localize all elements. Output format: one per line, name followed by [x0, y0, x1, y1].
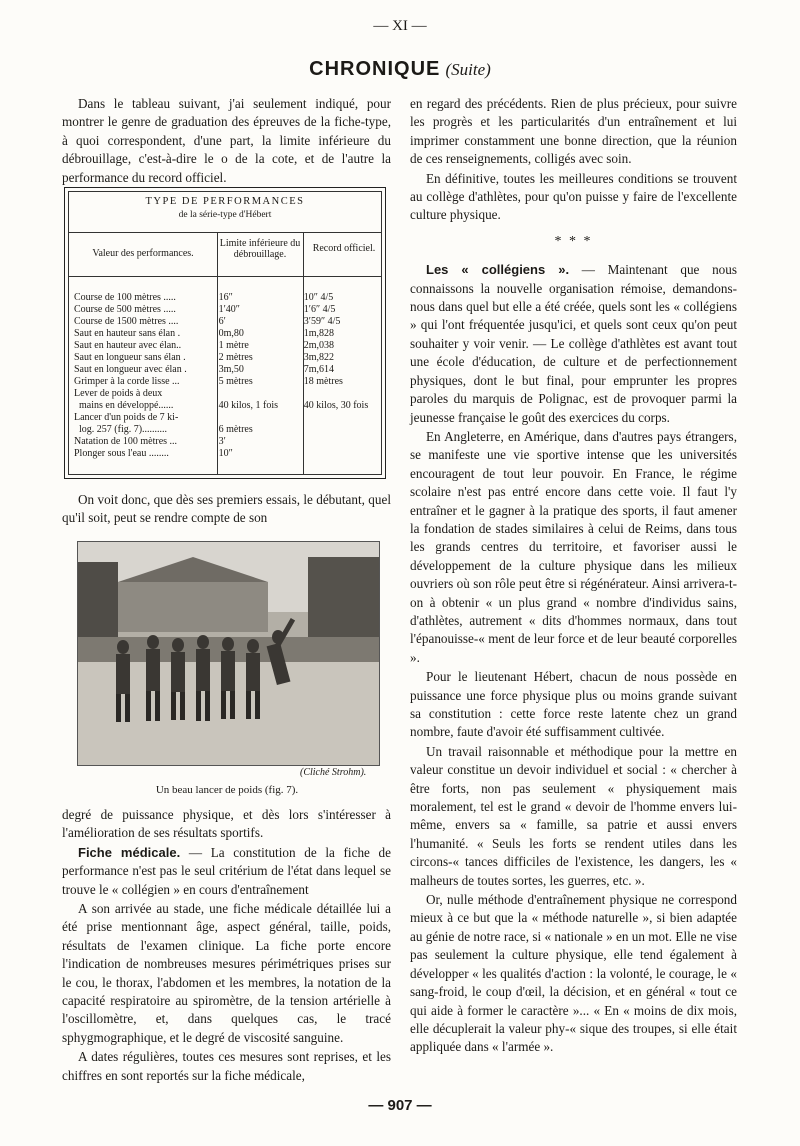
cell-limit: 5 mètres: [218, 376, 253, 387]
column-header-value: Valeur des performances.: [92, 248, 194, 259]
paragraph-text: — La constitution de la fiche de performance n'est pas le seul critérium de l'état dans lequel se trouve le « collégien » en cours d'entraînement: [62, 844, 392, 897]
shot-put-photo: [77, 541, 380, 766]
cell-event: Grimper à la corde lisse ...: [74, 376, 180, 387]
cell-record: 40 kilos, 30 fois: [303, 400, 369, 411]
table-row: [69, 292, 381, 304]
cell-record: 7m,614: [303, 364, 335, 375]
cell-event: Lancer d'un poids de 7 ki-: [74, 412, 179, 423]
cell-limit: 3′: [218, 436, 226, 447]
cell-record: [300, 448, 381, 460]
paragraph-collegiens: [410, 261, 737, 427]
page-number-top: — XI —: [373, 18, 427, 34]
cell-event: Lever de poids à deux: [74, 388, 163, 399]
column-header-limit: Limite inférieure du débrouillage.: [219, 238, 301, 260]
run-in-heading: Fiche médicale.: [78, 844, 181, 860]
cell-record: 3m,822: [303, 352, 335, 363]
table-row: [69, 412, 381, 424]
cell-record: 2m,038: [303, 340, 335, 351]
section-heading: [0, 58, 800, 81]
cell-limit: 6 mètres: [218, 424, 253, 435]
cell-event: mains en développé......: [74, 400, 174, 411]
paragraph: Pour le lieutenant Hébert, chacun de nous possède en puissance une force physique plus ou moins grande suivant sa constitution : cette force reste latente chez un grand nombre, faute d'avoir été suffisamment cultivée.: [410, 669, 737, 740]
paragraph: A dates régulières, toutes ces mesures sont reprises, et les chiffres en sont reportés sur la fiche médicale,: [62, 1049, 391, 1083]
table-row: [69, 340, 381, 352]
table-frame: [68, 191, 382, 475]
paragraph-text: — Maintenant que nous connaissons la nouvelle organisation rémoise, demandons-nous dans quel but elle a été créée, quels sont les « collégiens » qui l'ont fréquentée jusqu'ici, et quels sont ceux qu'on peut souhaiter y voir venir. — Le collège d'athlètes est avant tout une école d'éducation, de culture et de perfectionnement physiques, dont le but final, pour emprunter les propres paroles du marquis de Polignac, est de provoquer parmi la jeunesse française le goût des exercices du corps.: [410, 262, 738, 425]
cell-event: Course de 500 mètres .....: [74, 304, 176, 315]
paragraph: Un travail raisonnable et méthodique pour la mettre en valeur constitue un devoir individuel et social : « chercher à être forts, non pas seulement « physiquement mais moralement, tel est le grand « devoir de l'homme envers lui-même, envers sa « famille, sa patrie et aussi envers l'humanité. « Seuls les forts se rendent utiles dans les circons-« tances difficiles de l'existence, les dangers, les « malheurs de toutes sortes, les guerres, etc. ».: [410, 743, 737, 888]
photo-caption: Un beau lancer de poids (fig. 7).: [155, 784, 299, 796]
cell-limit: 0m,80: [218, 328, 244, 339]
table-row: [69, 388, 381, 400]
paragraph-fiche-medicale: [62, 844, 391, 899]
column-header-record: Record officiel.: [312, 243, 376, 254]
paragraph: degré de puissance physique, et dès lors s'intéresser à l'amélioration de ses résultats sportifs.: [62, 807, 391, 841]
cell-event: Saut en hauteur avec élan..: [74, 340, 182, 351]
table-row: [69, 352, 381, 364]
cell-event: Saut en longueur sans élan .: [74, 352, 186, 363]
table-row: [69, 364, 381, 376]
cell-limit: [215, 388, 300, 400]
cell-limit: 2 mètres: [218, 352, 253, 363]
cell-event: Natation de 100 mètres ...: [74, 436, 178, 447]
cell-event: Plonger sous l'eau ........: [74, 448, 169, 459]
cell-limit: 1′40″: [218, 304, 240, 315]
cell-event: Course de 100 mètres .....: [74, 292, 176, 303]
table-subtitle: de la série-type d'Hébert: [178, 210, 272, 220]
performance-table: [64, 187, 386, 479]
paragraph: En Angleterre, en Amérique, dans d'autres pays étrangers, se manifeste une vie sportive intense que les universités encouragent de tout leur pouvoir. En France, le régime scolaire n'est pas entré encore dans cette voie. Il faut l'y entraîner et le gagner à la pratique des sports, il faut amener la fondation de stades similaires à celui de Reims, dans tous les grands centres du territoire, et favoriser aussi le développement de la culture physique dans les milieux ouvriers où son rôle peut être si régénérateur. Ainsi arrivera-t-on à obtenir « un plus grand « nombre d'individus sains, d'athlètes, autrement « dits d'hommes normaux, dans tout l'épanouisse-« ment de leur force et de leur beauté corporelles ».: [410, 428, 737, 665]
table-row: [69, 448, 381, 460]
intro-paragraph: Dans le tableau suivant, j'ai seulement indiqué, pour montrer le genre de graduation des épreuves de la fiche-type, à quoi correspondent, d'une part, la limite inférieure du débrouillage, c'est-à-dire le o de la cote, et de l'autre la performance du record officiel.: [62, 96, 391, 185]
cell-record: 1′6″ 4/5: [303, 304, 336, 315]
table-row: [69, 328, 381, 340]
paragraph: A son arrivée au stade, une fiche médicale détaillée lui a été prise mentionnant âge, aspect général, taille, poids, résultats de l'examen clinique. La fiche porte encore l'indication de nombreuses mesures périmétriques prises sur le cou, le thorax, l'abdomen et les membres, la notation de la capacité respiratoire au spiromètre, de la tension artérielle à l'oscillomètre, et, dans quelques cas, le tracé sphygmographique, et le degré de viscosité sanguine.: [62, 901, 391, 1045]
cell-event: Course de 1500 mètres ....: [74, 316, 179, 327]
cell-limit: 40 kilos, 1 fois: [218, 400, 279, 411]
cell-event: log. 257 (fig. 7)..........: [74, 424, 168, 435]
cell-event: Saut en hauteur sans élan .: [74, 328, 181, 339]
table-row: [69, 424, 381, 436]
cell-record: 10″ 4/5: [303, 292, 334, 303]
cell-limit: 3m,50: [218, 364, 244, 375]
table-title: TYPE DE PERFORMANCES: [145, 196, 305, 207]
paragraph: Or, nulle méthode d'entraînement physique ne correspond mieux à ce but que la « méthode naturelle », si bien adaptée au génie de notre race, si « nationale » en un mot. Elle ne vise pas seulement la culture physique, elle tend également à développer « les qualités d'action : la volonté, le courage, le « sang-froid, le coup d'œil, la décision, et en général « tout ce qui aide à former le caractère »... « En « moins de dix mois, elle décuplerait la valeur phy-« sique des troupes, si elle était appliquée dans « l'armée ».: [410, 892, 737, 1055]
cell-limit: 6′: [218, 316, 226, 327]
cell-limit: 10″: [218, 448, 233, 459]
paragraph: On voit donc, que dès ses premiers essais, le débutant, quel qu'il soit, peut se rendre compte de son: [62, 492, 391, 526]
table-row: [69, 316, 381, 328]
left-bottom: [62, 806, 391, 1085]
cell-record: [300, 424, 381, 436]
cell-event: Saut en longueur avec élan .: [74, 364, 187, 375]
heading-title: CHRONIQUE: [309, 58, 441, 80]
photo-image: [78, 542, 379, 765]
table-row: [69, 304, 381, 316]
table-row: [69, 436, 381, 448]
table-rule: [69, 232, 381, 233]
cell-limit: 1 mètre: [218, 340, 249, 351]
run-in-heading: Les « collégiens ».: [426, 262, 570, 278]
cell-record: [300, 388, 381, 400]
cell-record: [300, 412, 381, 424]
cell-limit: [215, 412, 300, 424]
left-intro: [62, 95, 391, 187]
table-rule: [69, 276, 381, 277]
section-separator: * * *: [554, 233, 593, 249]
paragraph: En définitive, toutes les meilleures conditions se trouvent au collège d'athlètes, pour qu'on puisse y faire de l'excellente culture physique.: [410, 170, 737, 223]
cell-limit: 16″: [218, 292, 233, 303]
cell-record: [300, 436, 381, 448]
cell-record: 18 mètres: [303, 376, 343, 387]
table-body: [69, 292, 381, 460]
table-row: [69, 400, 381, 412]
heading-subtitle: (Suite): [445, 60, 491, 79]
photo-credit: (Cliché Strohm).: [300, 767, 367, 778]
right-column: [410, 95, 737, 1057]
paragraph: en regard des précédents. Rien de plus précieux, pour suivre les progrès et les particularités d'un entraînement et lui imprimer constamment une bonne direction, que la réunion de ces renseignements, colligés avec soin.: [410, 96, 737, 167]
table-row: [69, 376, 381, 388]
left-after-table: [62, 491, 391, 528]
cell-record: 3′59″ 4/5: [303, 316, 341, 327]
page-number-bottom: — 907 —: [368, 1097, 432, 1114]
cell-record: 1m,828: [303, 328, 335, 339]
